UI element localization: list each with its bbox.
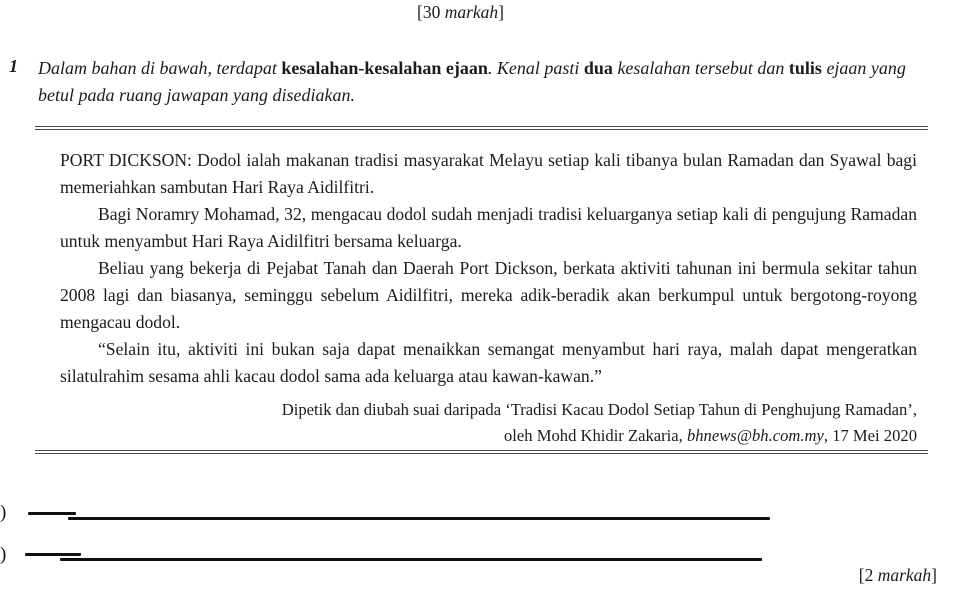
marks-word: markah xyxy=(877,565,932,585)
marks-word: markah xyxy=(444,2,499,22)
answer-label-2: ) xyxy=(0,544,7,565)
marks-close: ] xyxy=(931,565,937,585)
passage-paragraph-2: Bagi Noramry Mohamad, 32, mengacau dodol sudah menjadi tradisi keluarganya setiap kali di pengujung Ramadan untuk menyambut Hari Raya Aidilfitri bersama keluarga. xyxy=(60,204,917,251)
question-part-6-bold: tulis xyxy=(788,58,822,78)
attribution-line-1: Dipetik dan diubah suai daripada ‘Tradisi Kacau Dodol Setiap Tahun di Penghujung Ramadan’, xyxy=(281,400,917,419)
passage-paragraph-1: PORT DICKSON: Dodol ialah makanan tradisi masyarakat Melayu setiap kali tibanya bulan Ramadan dan Syawal bagi memeriahkan sambutan Hari Raya Aidilfitri. xyxy=(60,150,917,197)
question-number: 1 xyxy=(9,56,18,76)
attribution-date: , 17 Mei 2020 xyxy=(823,426,917,445)
question-part-3: . Kenal pasti xyxy=(487,58,584,78)
answer-line-2 xyxy=(60,558,762,561)
passage-paragraph-4: “Selain itu, aktiviti ini bukan saja dapat menaikkan semangat menyambut hari raya, malah dapat mengeratkan silatulrahim sesama ahli kacau dodol sama ada keluarga atau kawan-kawan.” xyxy=(60,339,917,386)
question-text xyxy=(38,55,941,109)
question-part-2-bold: kesalahan-kesalahan ejaan xyxy=(281,58,488,78)
passage xyxy=(60,147,917,449)
section-total-marks xyxy=(0,2,921,23)
passage-paragraph-3: Beliau yang bekerja di Pejabat Tanah dan Daerah Port Dickson, berkata aktiviti tahunan ini bermula sekitar tahun 2008 lagi dan biasanya, seminggu sebelum Aidilfitri, mereka adik-beradik akan berkumpul untuk bergotong-royong mengacau dodol. xyxy=(60,258,917,332)
attribution-line-2 xyxy=(60,423,917,449)
marks-open: [30 xyxy=(417,2,445,22)
attribution xyxy=(60,397,917,449)
question-part-7: ejaan yang betul pada ruang jawapan yang disediakan. xyxy=(38,58,906,105)
question-marks xyxy=(859,565,937,586)
passage-bottom-rule xyxy=(35,450,928,454)
question-part-5: kesalahan tersebut dan xyxy=(612,58,789,78)
question-part-4-bold: dua xyxy=(583,58,613,78)
answer-label-1: ) xyxy=(0,502,7,523)
attribution-email: bhnews@bh.com.my xyxy=(686,426,824,445)
attribution-author: oleh Mohd Khidir Zakaria, xyxy=(504,426,687,445)
answer-line-2-start xyxy=(25,553,81,556)
answer-line-1-start xyxy=(28,512,76,515)
marks-open: [2 xyxy=(858,565,878,585)
marks-close: ] xyxy=(498,2,504,22)
answer-line-1 xyxy=(68,517,770,520)
passage-top-rule xyxy=(35,126,928,130)
question-part-1: Dalam bahan di bawah, terdapat xyxy=(38,58,282,78)
